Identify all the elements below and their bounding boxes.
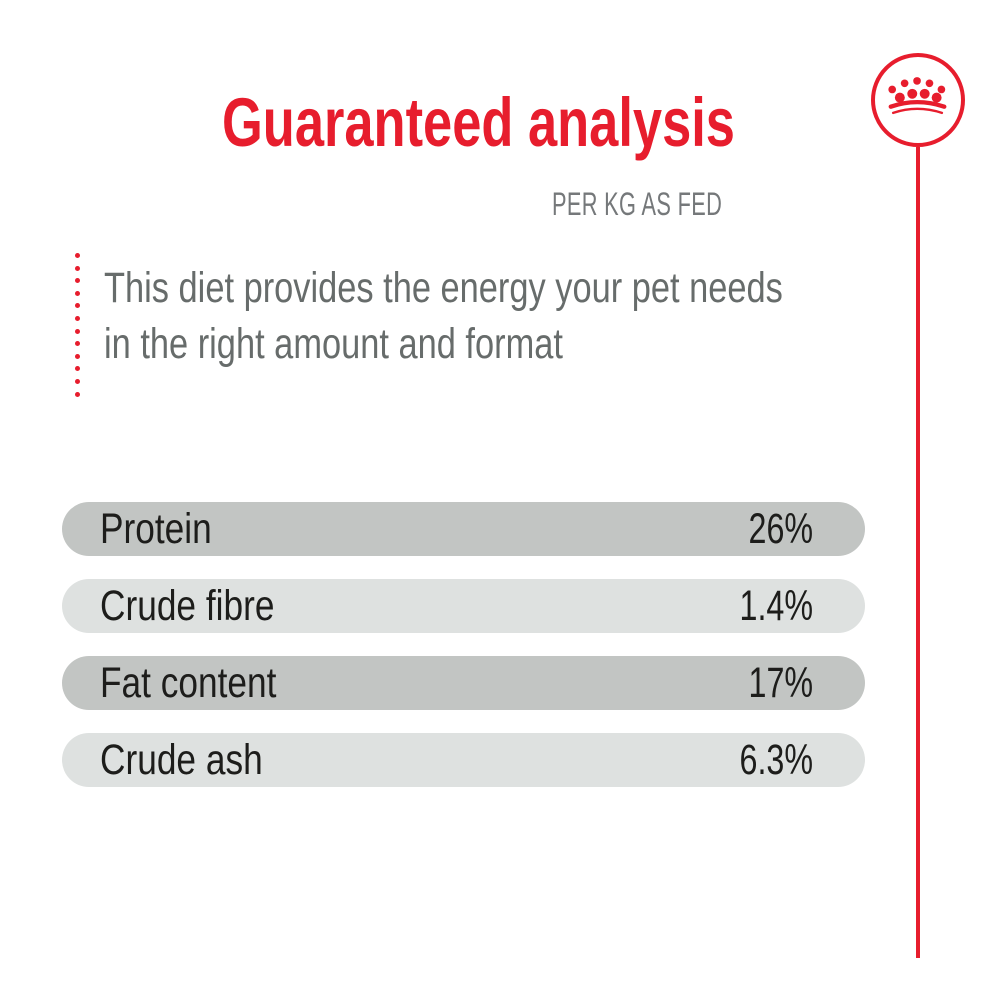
analysis-row (62, 579, 865, 633)
intro-line-2: in the right amount and format (104, 320, 563, 368)
intro-text (104, 260, 953, 372)
crown-icon (875, 57, 961, 143)
page-subtitle: PER KG AS FED (551, 186, 722, 222)
analysis-table (62, 502, 865, 787)
analysis-row (62, 656, 865, 710)
analysis-row-label: Fat content (100, 658, 277, 707)
royal-canin-crown-icon (871, 53, 965, 147)
analysis-row-label: Protein (100, 504, 212, 553)
analysis-row-value: 6.3% (739, 735, 813, 784)
analysis-row-value: 1.4% (739, 581, 813, 630)
page-title: Guaranteed analysis (222, 84, 735, 161)
intro-line-1: This diet provides the energy your pet needs (104, 264, 783, 312)
analysis-row-value: 26% (748, 504, 813, 553)
analysis-row (62, 733, 865, 787)
dotted-accent-line (75, 253, 80, 397)
analysis-row-value: 17% (748, 658, 813, 707)
analysis-row-label: Crude fibre (100, 581, 275, 630)
analysis-row-label: Crude ash (100, 735, 263, 784)
analysis-row (62, 502, 865, 556)
